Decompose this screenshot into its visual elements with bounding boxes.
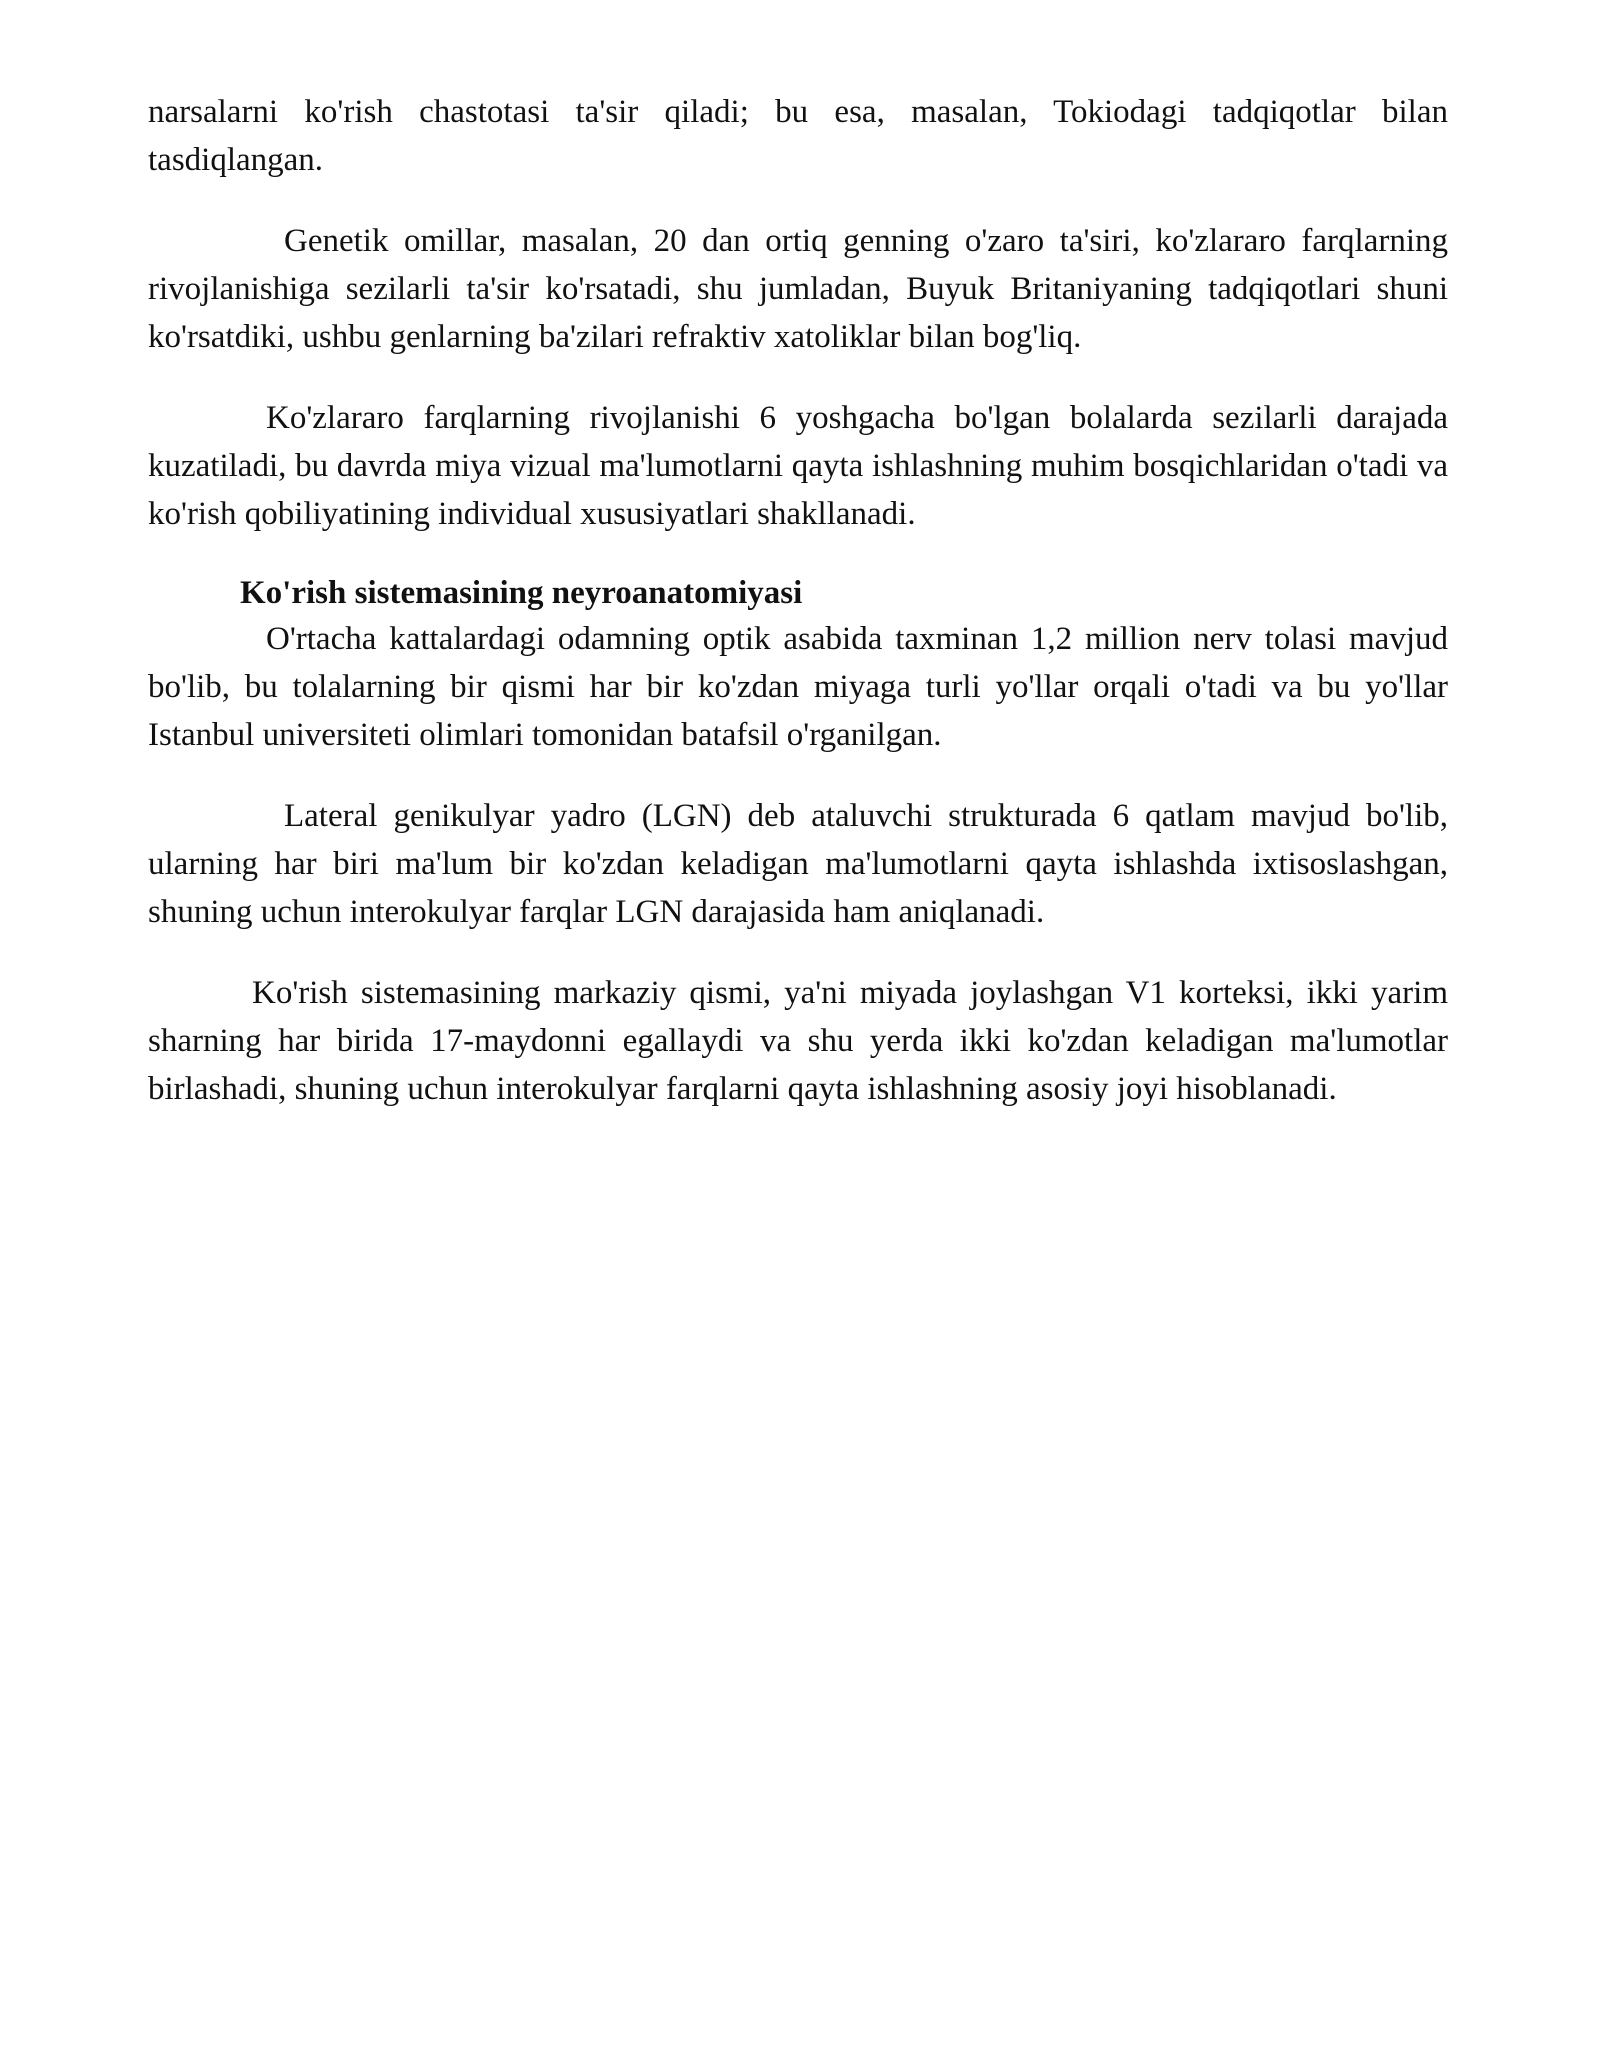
paragraph-5: Lateral genikulyar yadro (LGN) deb ataluvchi strukturada 6 qatlam mavjud bo'lib, ularning har biri ma'lum bir ko'zdan keladigan ma'lumotlarni qayta ishlashda ixtisoslashgan, shuning uchun interokulyar farqlar LGN darajasida ham aniqlanadi. [148,798,1448,930]
document-page [148,88,1448,1146]
paragraph-6: Ko'rish sistemasining markaziy qismi, ya'ni miyada joylashgan V1 korteksi, ikki yarim sharning har birida 17-maydonni egallaydi va shu yerda ikki ko'zdan keladigan ma'lumotlar birlashadi, shuning uchun interokulyar farqlarni qayta ishlashning asosiy joyi hisoblanadi. [148,975,1448,1107]
paragraph-3: Ko'zlararo farqlarning rivojlanishi 6 yoshgacha bo'lgan bolalarda sezilarli darajada kuzatiladi, bu davrda miya vizual ma'lumotlarni qayta ishlashning muhim bosqichlaridan o'tadi va ko'rish qobiliyatining individual xususiyatlari shakllanadi. [148,400,1448,532]
paragraph-2: Genetik omillar, masalan, 20 dan ortiq genning o'zaro ta'siri, ko'zlararo farqlarning rivojlanishiga sezilarli ta'sir ko'rsatadi, shu jumladan, Buyuk Britaniyaning tadqiqotlari shuni ko'rsatdiki, ushbu genlarning ba'zilari refraktiv xatoliklar bilan bog'liq. [148,223,1448,355]
paragraph-4: O'rtacha kattalardagi odamning optik asabida taxminan 1,2 million nerv tolasi mavjud bo'lib, bu tolalarning bir qismi har bir ko'zdan miyaga turli yo'llar orqali o'tadi va bu yo'llar Istanbul universiteti olimlari tomonidan batafsil o'rganilgan. [148,621,1448,753]
section-heading: Ko'rish sistemasining neyroanatomiyasi [240,575,803,611]
paragraph-1: narsalarni ko'rish chastotasi ta'sir qiladi; bu esa, masalan, Tokiodagi tadqiqotlar bilan tasdiqlangan. [148,94,1448,178]
